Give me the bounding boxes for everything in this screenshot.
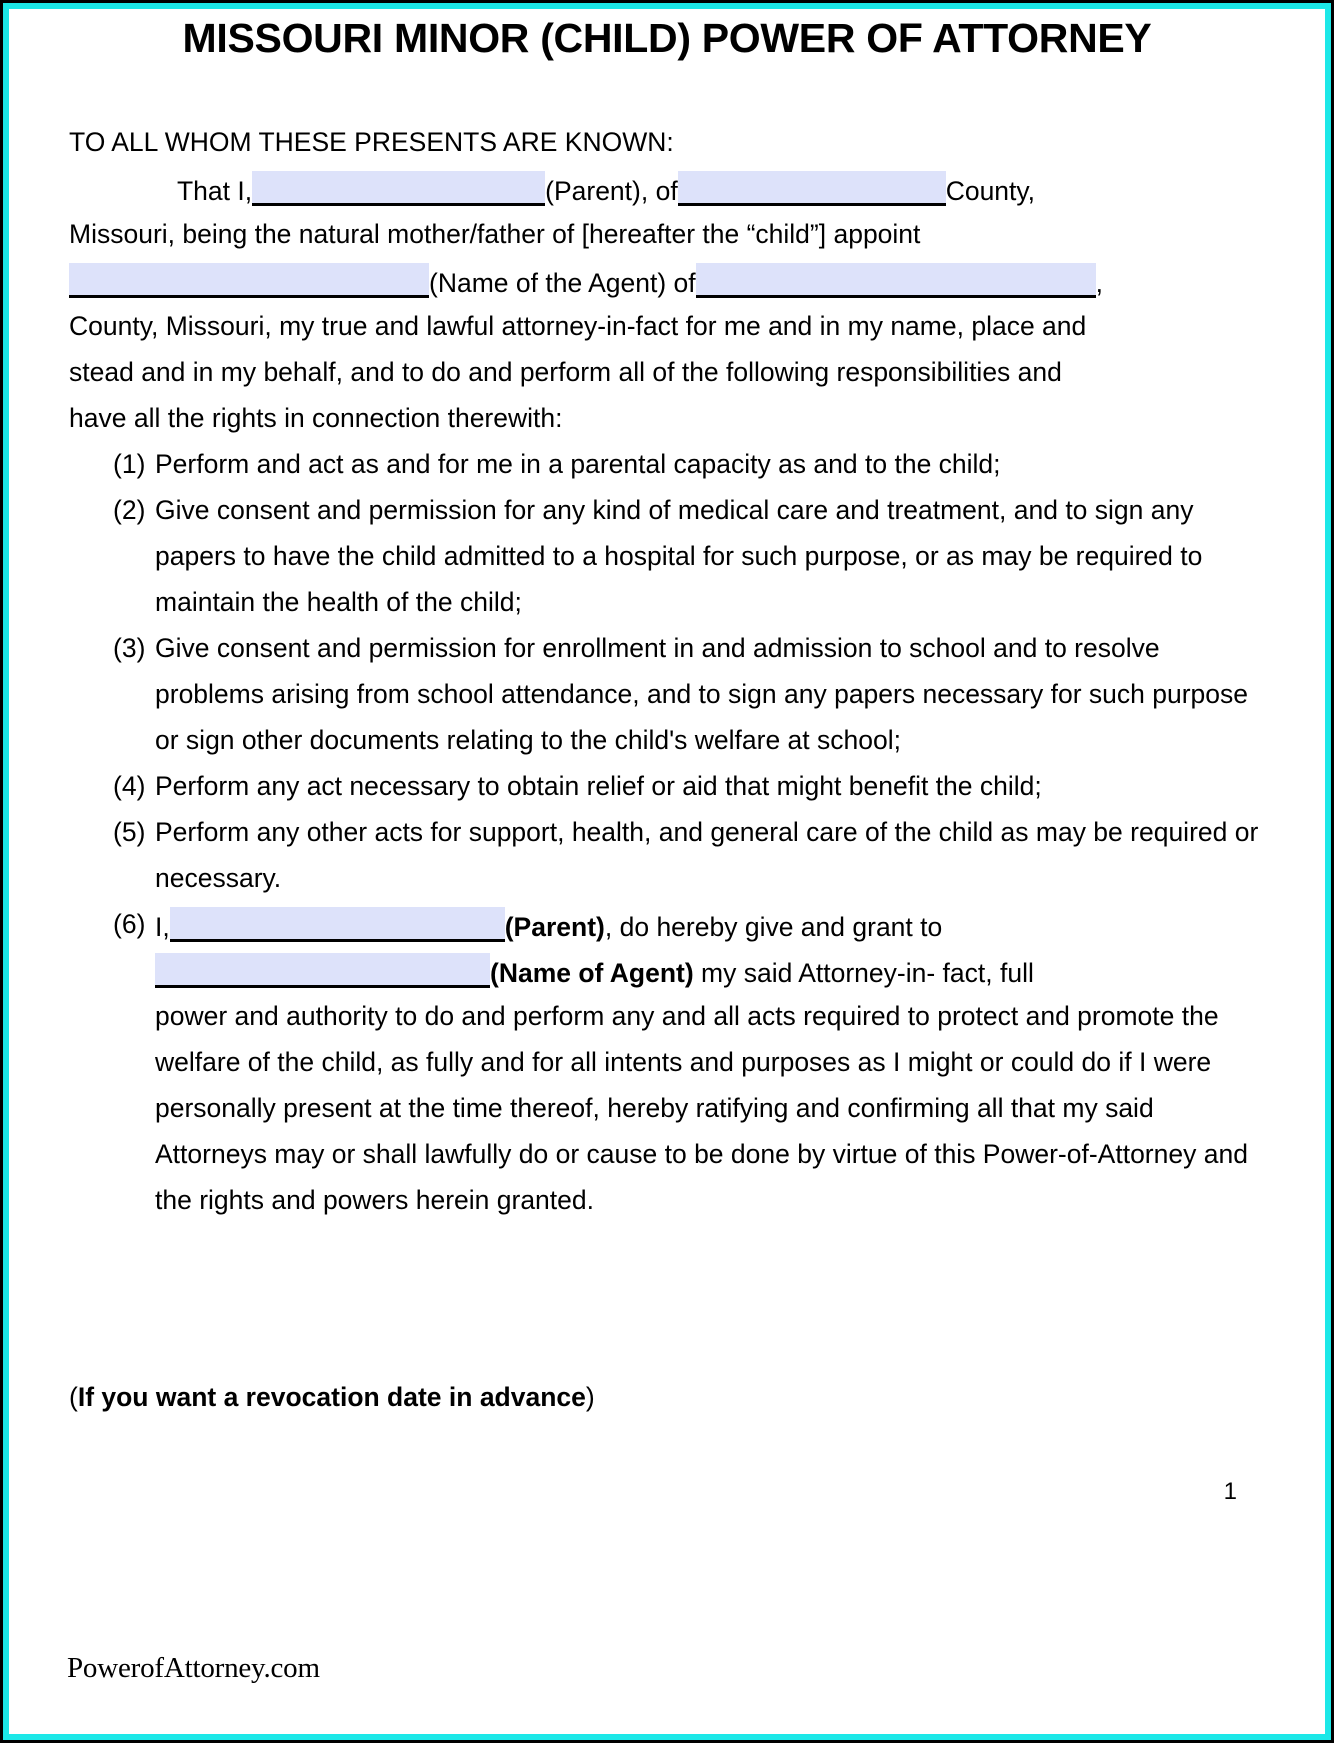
power-item-1 — [69, 441, 1259, 487]
power-item-4-number: (4) — [113, 771, 146, 801]
footer-brand: PowerofAttorney.com — [67, 1652, 320, 1684]
preamble-line-3 — [69, 257, 1259, 303]
power-item-6-number: (6) — [113, 909, 146, 939]
item-six-body: power and authority to do and perform any and all acts required to protect and promote the welfare of the child, as fully and for all intents and purposes as I might or could do if I were personally present at the time thereof, hereby ratifying and confirming all that my said Attorneys may or shall lawfully do or cause to be done by virtue of this Power-of-Attorney and the rights and powers herein granted. — [155, 1001, 1248, 1215]
revocation-note — [69, 1380, 595, 1414]
power-item-3 — [69, 625, 1259, 763]
page-sheet — [9, 9, 1325, 1734]
power-item-2-text: Give consent and permission for any kind of medical care and treatment, and to sign any papers to have the child admitted to a hospital for such purpose, or as may be required to maintain the health of the child; — [155, 495, 1203, 617]
page-title: MISSOURI MINOR (CHILD) POWER OF ATTORNEY — [182, 15, 1152, 61]
power-item-5-text: Perform any other acts for support, health, and general care of the child as may be required or necessary. — [155, 817, 1259, 893]
power-item-4-text: Perform any act necessary to obtain relief or aid that might benefit the child; — [155, 771, 1042, 801]
power-item-6-text — [155, 901, 1259, 1223]
preamble-block — [69, 119, 1259, 1223]
power-item-1-number: (1) — [113, 449, 146, 479]
power-item-1-text: Perform and act as and for me in a parental capacity as and to the child; — [155, 449, 1001, 479]
item-six-line-1 — [155, 901, 1259, 947]
preamble-that-i-label: That I, — [177, 176, 253, 206]
county-label-1: County, — [945, 176, 1036, 206]
revocation-bold-text: If you want a revocation date in advance — [77, 1382, 586, 1412]
parent-name-field-2[interactable] — [170, 907, 505, 942]
preamble-line-1 — [69, 165, 1259, 211]
county-field-2[interactable] — [696, 263, 1096, 298]
power-item-2 — [69, 487, 1259, 625]
parent-label-2: (Parent) — [504, 912, 605, 942]
power-item-6 — [69, 901, 1259, 1223]
agent-name-field-2[interactable] — [155, 953, 490, 988]
preamble-heading: TO ALL WHOM THESE PRESENTS ARE KNOWN: — [69, 127, 674, 157]
county-field-1[interactable] — [678, 171, 946, 206]
power-item-5-number: (5) — [113, 817, 146, 847]
power-item-3-number: (3) — [113, 633, 146, 663]
item-six-after-parent: , do hereby give and grant to — [604, 912, 943, 942]
parent-label-1: (Parent), of — [545, 176, 678, 206]
trailing-comma: , — [1095, 268, 1103, 298]
preamble-line-4: County, Missouri, my true and lawful attorney-in-fact for me and in my name, place and — [69, 311, 1087, 341]
power-item-5 — [69, 809, 1259, 901]
item-six-lead: I, — [155, 912, 170, 942]
power-item-3-text: Give consent and permission for enrollment in and admission to school and to resolve problems arising from school attendance, and to sign any papers necessary for such purpose or sign other documents relating to the child's welfare at school; — [155, 633, 1248, 755]
item-six-line-2 — [155, 947, 1259, 993]
revocation-open-paren: ( — [69, 1382, 78, 1412]
power-item-2-number: (2) — [113, 495, 146, 525]
parent-name-field-1[interactable] — [252, 171, 545, 206]
agent-label-2: (Name of Agent) — [490, 958, 694, 988]
agent-name-field-1[interactable] — [69, 263, 429, 298]
item-six-after-agent: my said Attorney-in- fact, full — [693, 958, 1034, 988]
page-content — [9, 9, 1325, 1734]
agent-label-1: (Name of the Agent) of — [429, 268, 696, 298]
preamble-line-5: stead and in my behalf, and to do and perform all of the following responsibilities and — [69, 357, 1062, 387]
preamble-line-2: Missouri, being the natural mother/father of [hereafter the “child”] appoint — [69, 219, 921, 249]
preamble-line-6: have all the rights in connection therewith: — [69, 403, 563, 433]
revocation-close-paren: ) — [585, 1382, 595, 1412]
page-number: 1 — [1223, 1478, 1237, 1505]
power-item-4 — [69, 763, 1259, 809]
